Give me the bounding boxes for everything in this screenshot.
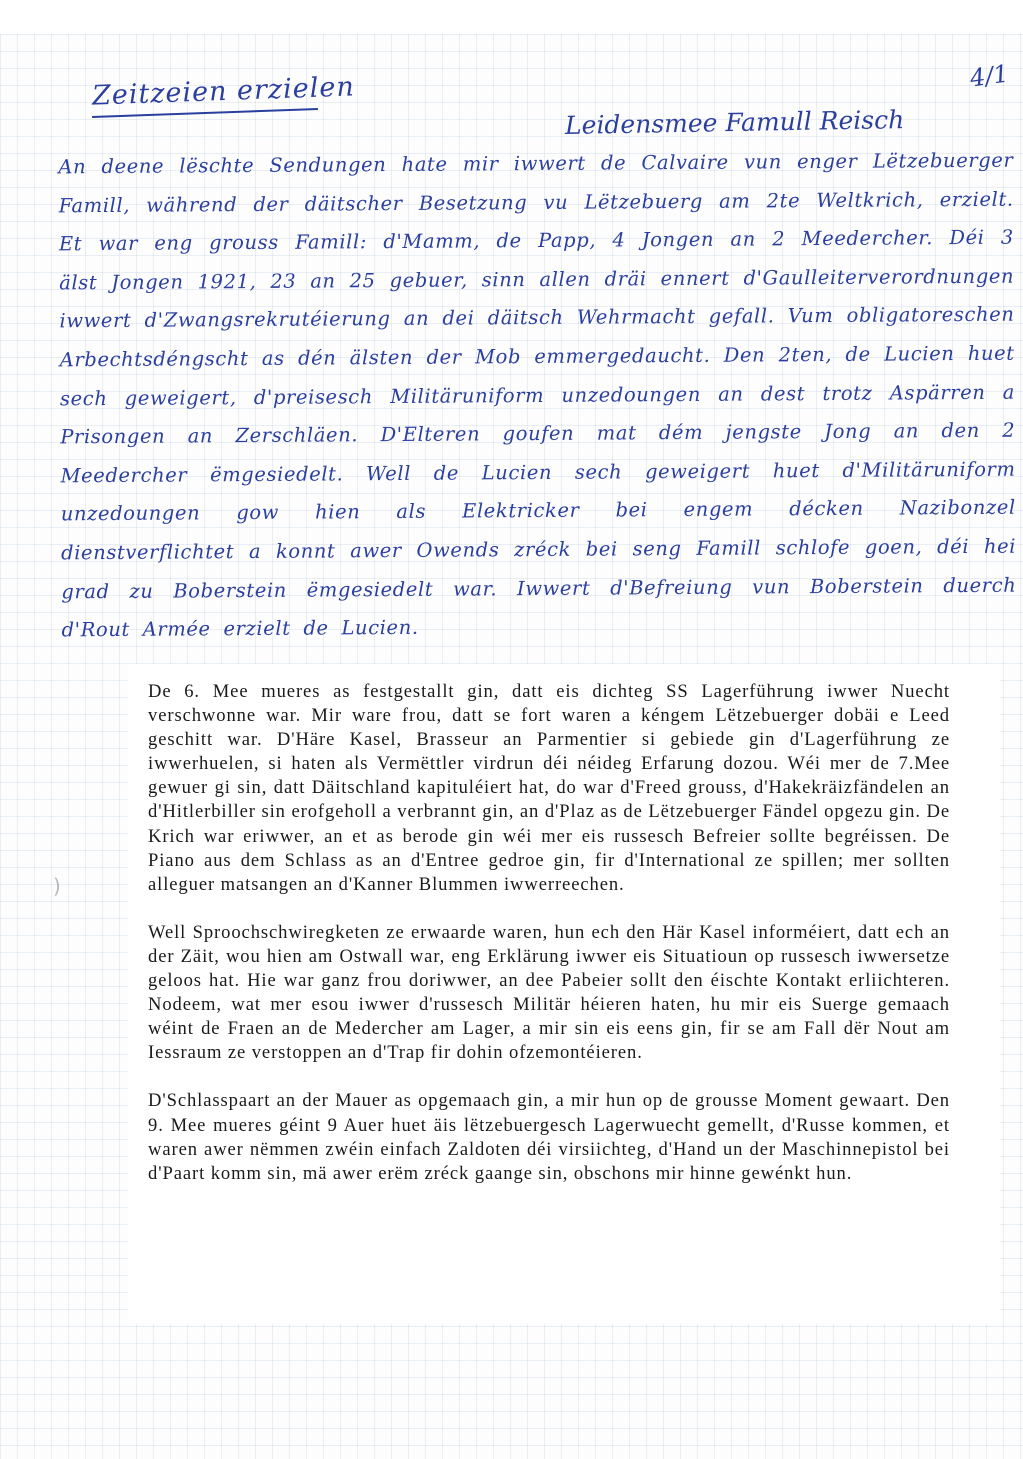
page-top-edge — [0, 0, 1023, 34]
typed-text-block — [148, 680, 950, 1186]
witness-name: Leidensmee Famull Reisch — [564, 105, 905, 140]
typed-paragraph-1: De 6. Mee mueres as festgestallt gin, datt eis dichteg SS Lagerführung iwwer Nuecht verschwonne war. Mir ware frou, datt se fort waren a kéngem Lëtzebuerger dobäi e Leed geschitt war. D'Häre Kasel, Brasseur an Parmentier si gebiede gin d'Lagerführung ze iwwerhuelen, si haten als Vermëttler virdrun déi néideg Erfarung dozou. Wéi mer de 7.Mee gewuer gi sin, datt Däitschland kapituléiert hat, do war d'Freed grouss, d'Hakekräizfändelen an d'Hitlerbiller sin erofgeholl a verbrannt gin, an d'Plaz as de Lëtzebuerger Fändel opgezu gin. De Krich war eriwwer, an et as berode gin wéi mer eis russesch Befreier sollte begréissen. De Piano aus dem Schlass as an d'Entree gedroe gin, fir d'International ze spillen; mer sollten alleguer matsangen an d'Kanner Blummen iwwerreechen. — [148, 681, 950, 895]
handwritten-paragraph: An deene lëschte Sendungen hate mir iwwert de Calvaire vun enger Lëtzebuerger Famill, während der däitscher Besetzung vu Lëtzebuerg am 2te Weltkrich, erzielt. Et war eng grouss Famill: d'Mamm, de Papp, 4 Jongen an 2 Meedercher. Déi 3 älst Jongen 1921, 23 an 25 gebuer, sinn allen dräi ennert d'Gaulleiterverordnungen iwwert d'Zwangsrekrutéierung an dei däitsch Wehrmacht gefall. Vum obligatoreschen Arbechtsdéngscht as dén älsten der Mob emmergedaucht. Den 2ten, de Lucien huet sech geweigert, d'preisesch Militäruniform unzedoungen an dest trotz Aspärren a Prisongen an Zerschläen. D'Elteren goufen mat dém jengste Jong an den 2 Meedercher ëmgesiedelt. Well de Lucien sech geweigert huet d'Militäruniform unzedoungen gow hien als Elektricker bei engem décken Nazibonzel dienstverflichtet a konnt awer Owends zréck bei seng Famill schlofe goen, déi hei grad zu Boberstein ëmgesiedelt war. Iwwert d'Befreiung vun Boberstein duerch d'Rout Armée erzielt de Lucien. — [58, 148, 1017, 642]
handwritten-heading: Zeitzeien erzielen — [91, 71, 356, 112]
margin-mark: ) — [53, 874, 61, 898]
typed-paragraph-2: Well Sproochschwiregketen ze erwaarde waren, hun ech den Här Kasel informéiert, datt ech an der Zäit, wou hien am Ostwall war, eng Erklärung iwwer eis Situatioun op russesch iwwersetze geloos hat. Hie war ganz frou doriwwer, an dee Pabeier sollt den éischte Kontakt erliichteren. Nodeem, wat mer esou iwwer d'russesch Militär héieren haten, hu mir eis Suerge gemaach wéint de Fraen an de Medercher am Lager, a mir sin eis eens gin, fir se am Fall dër Nout am Iessraum ze verstoppen an d'Trap fir dohin ofzemontéieren. — [148, 921, 950, 1064]
page-number: 4/1 — [968, 59, 1011, 93]
typed-paragraph-3: D'Schlasspaart an der Mauer as opgemaach gin, a mir hun op de grousse Moment gewaart. Den 9. Mee mueres géint 9 Auer huet äis lëtzebuergesch Lagerwuecht gemellt, d'Russe kommen, et waren awer nëmmen zwéin einfach Zaldoten déi virsiichteg, d'Hand un der Maschinnepistol bei d'Paart komm sin, mä awer erëm zréck gaange sin, obschons mir hinne gewénkt hun. — [148, 1090, 950, 1184]
